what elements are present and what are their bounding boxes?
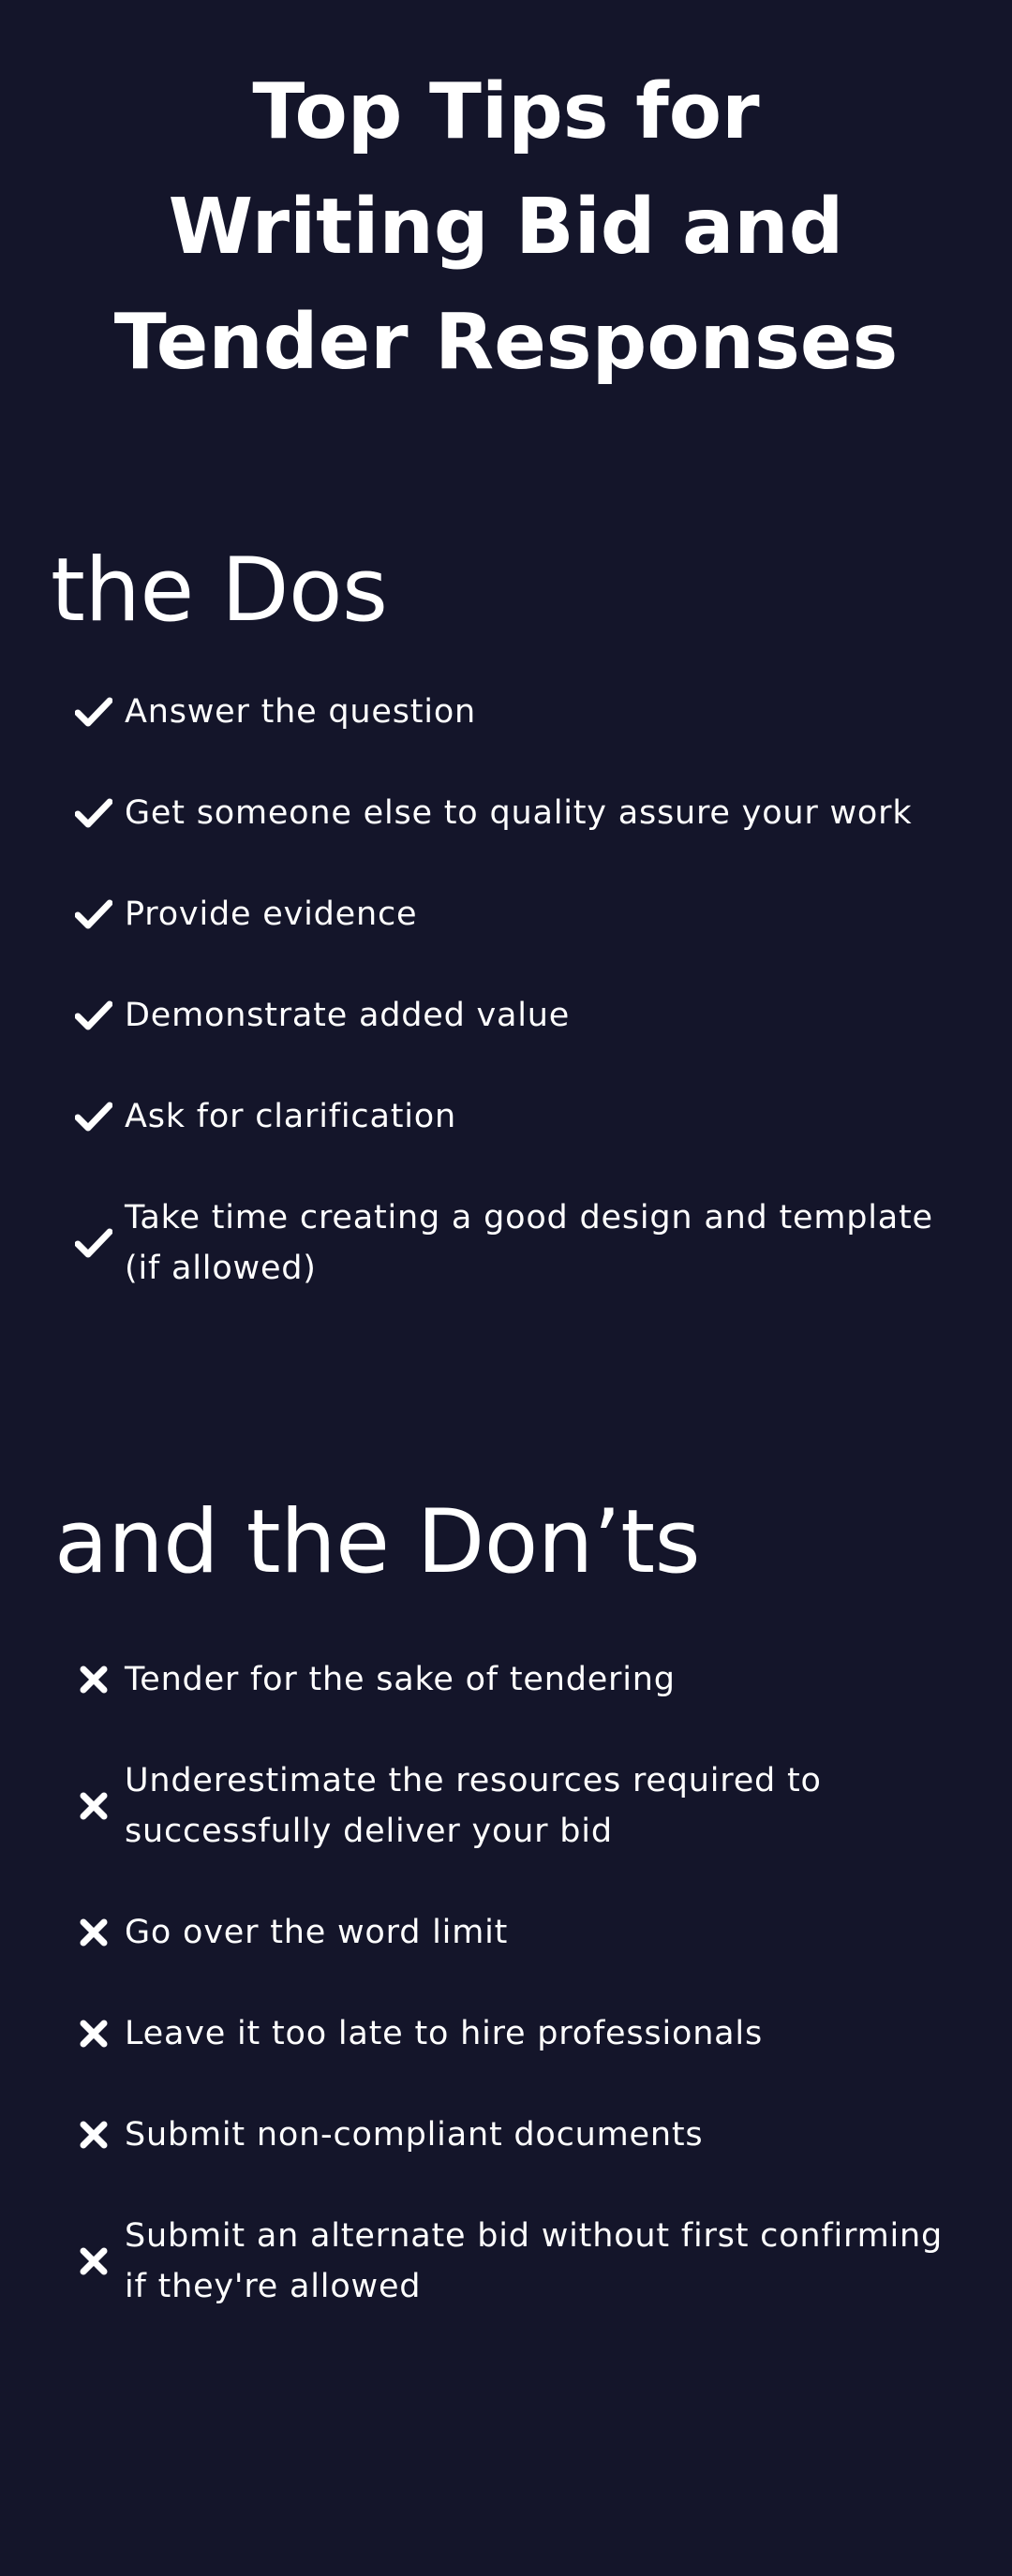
dos-list-item (0, 687, 1012, 737)
donts-item-text: Submit an alternate bid without first confirming if they're allowed (125, 2217, 944, 2305)
dos-list-item (0, 788, 1012, 838)
donts-item-text: Go over the word limit (125, 1914, 509, 1951)
dos-heading: the Dos (51, 540, 388, 642)
check-icon (73, 995, 114, 1036)
donts-list-item (0, 1755, 1012, 1857)
donts-item-text: Leave it too late to hire professionals (125, 2015, 763, 2052)
title-line-1: Top Tips for (252, 67, 760, 156)
cross-icon (73, 2013, 114, 2054)
dos-item-text: Answer the question (125, 693, 477, 731)
dos-item-text: Take time creating a good design and template (if allowed) (125, 1199, 933, 1287)
title-line-2: Writing Bid and (168, 183, 844, 272)
cross-icon (73, 2114, 114, 2155)
check-icon (73, 691, 114, 733)
dos-list-item (0, 889, 1012, 940)
donts-list-item (0, 2008, 1012, 2059)
dos-list-item (0, 1192, 1012, 1294)
dos-list-item (0, 990, 1012, 1041)
donts-list-item (0, 1907, 1012, 1958)
cross-icon (73, 1785, 114, 1827)
cross-icon (73, 1659, 114, 1700)
page-title (56, 54, 956, 400)
title-line-3: Tender Responses (113, 298, 899, 387)
donts-list-item (0, 2211, 1012, 2312)
donts-list-item (0, 1654, 1012, 1705)
check-icon (73, 792, 114, 834)
check-icon (73, 1096, 114, 1137)
donts-item-text: Tender for the sake of tendering (125, 1661, 676, 1698)
check-icon (73, 1222, 114, 1264)
dos-item-text: Provide evidence (125, 896, 418, 933)
donts-item-text: Underestimate the resources required to successfully deliver your bid (125, 1762, 822, 1850)
cross-icon (73, 1912, 114, 1953)
donts-item-text: Submit non-compliant documents (125, 2116, 704, 2154)
check-icon (73, 894, 114, 935)
donts-list-item (0, 2110, 1012, 2160)
dos-item-text: Get someone else to quality assure your work (125, 794, 913, 832)
dos-item-text: Demonstrate added value (125, 997, 571, 1034)
dos-item-text: Ask for clarification (125, 1098, 456, 1135)
dos-list-item (0, 1091, 1012, 1142)
cross-icon (73, 2241, 114, 2282)
donts-heading: and the Don’ts (54, 1491, 701, 1593)
